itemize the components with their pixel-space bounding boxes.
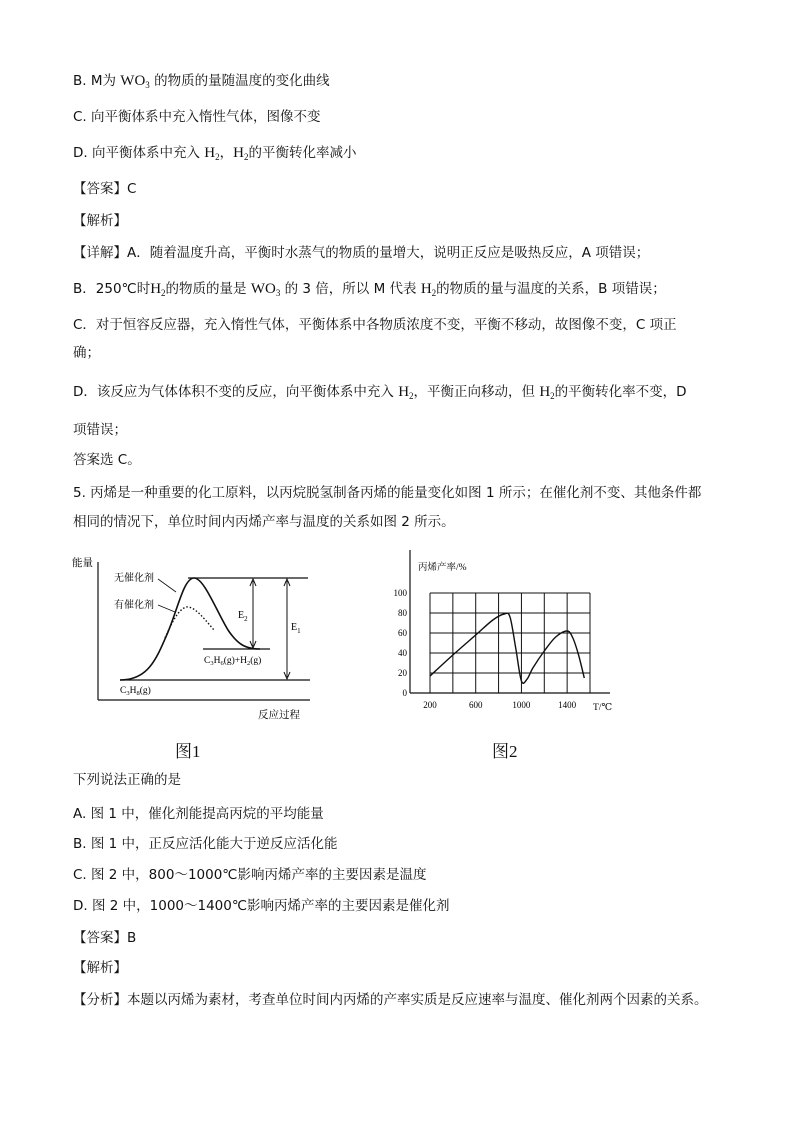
- fig1-label-product: $C_3H_6(g)+H_2(g)$: [204, 656, 262, 667]
- q4-detail-b: [73, 280, 666, 302]
- fig2-xlabel: T/℃: [593, 703, 613, 713]
- figure2-caption: 图2: [492, 742, 518, 761]
- text-fragment: 的物质的量是: [165, 281, 251, 297]
- text-fragment: ，平衡正向移动，但: [413, 384, 540, 400]
- figure2-yield-chart: [385, 545, 625, 720]
- fig1-label-catalyst: 有催化剂: [114, 600, 154, 611]
- fig2-x-tick-label: 1400: [558, 700, 577, 710]
- text-fragment: 2: [409, 391, 414, 401]
- q4-option-b: [73, 72, 330, 94]
- fig2-y-tick-label: 60: [398, 628, 407, 638]
- text-fragment: 的平衡转化率不变，D: [554, 384, 687, 400]
- text-fragment: 的物质的量与温度的关系，B 项错误；: [436, 281, 666, 297]
- fig1-label-e2: $E_2$: [238, 610, 248, 623]
- fig2-ylabel: 丙烯产率/%: [418, 563, 467, 573]
- fig1-label-e1: $E_1$: [291, 622, 301, 635]
- fig2-y-tick-label: 0: [402, 688, 407, 698]
- q5-stem1: 5. 丙烯是一种重要的化工原料，以丙烷脱氢制备丙烯的能量变化如图 1 所示；在催化剂不变、其他条件都: [73, 485, 702, 501]
- text-fragment: 2: [161, 288, 166, 298]
- text-fragment: 的 3 倍，所以 M 代表: [280, 281, 421, 297]
- text-fragment: 2: [550, 391, 555, 401]
- text-fragment: H: [539, 384, 551, 400]
- text-fragment: WO: [120, 73, 146, 89]
- q5-option-c: C. 图 2 中，800～1000℃影响丙烯产率的主要因素是温度: [73, 867, 427, 883]
- q5-answer: 【答案】B: [73, 930, 137, 946]
- text-fragment: 3: [145, 80, 150, 90]
- q5-ask: 下列说法正确的是: [73, 772, 181, 788]
- text-fragment: 的物质的量随温度的变化曲线: [149, 73, 330, 89]
- text-fragment: 3: [275, 288, 281, 298]
- text-fragment: H: [420, 281, 432, 297]
- figure1-caption: 图1: [175, 742, 201, 761]
- q5-option-d: D. 图 2 中，1000～1400℃影响丙烯产率的主要因素是催化剂: [73, 898, 450, 914]
- q4-detail-d2: 项错误；: [73, 422, 127, 438]
- q5-stem2: 相同的情况下，单位时间内丙烯产率与温度的关系如图 2 所示。: [73, 514, 455, 530]
- text-fragment: D．该反应为气体体积不变的反应，向平衡体系中充入: [73, 384, 399, 400]
- text-fragment: H: [150, 281, 162, 297]
- q4-detail-c1: C．对于恒容反应器，充入惰性气体，平衡体系中各物质浓度不变，平衡不移动，故图像不变，C 项正: [73, 317, 677, 333]
- fig2-x-tick-label: 600: [468, 700, 483, 710]
- fig1-ylabel: 能量: [72, 558, 93, 569]
- fig2-y-tick-label: 100: [393, 588, 407, 598]
- fig2-y-tick-label: 40: [398, 648, 407, 658]
- q5-note: 【分析】本题以丙烯为素材，考查单位时间内丙烯的产率实质是反应速率与温度、催化剂两个因素的关系。: [73, 992, 708, 1008]
- text-fragment: H: [398, 384, 410, 400]
- text-fragment: 2: [243, 152, 249, 162]
- fig1-label-reactant: $C_3H_8(g)$: [120, 686, 151, 697]
- text-fragment: H: [204, 145, 216, 161]
- figure1-energy-diagram: [70, 550, 330, 725]
- q4-answer: 【答案】C: [73, 181, 137, 197]
- fig2-y-tick-label: 20: [398, 668, 407, 678]
- q4-detail-a: 【详解】A．随着温度升高，平衡时水蒸气的物质的量增大，说明正反应是吸热反应，A 项错误；: [73, 245, 650, 261]
- text-fragment: D. 向平衡体系中充入: [73, 145, 205, 161]
- q4-final: 答案选 C。: [73, 452, 141, 468]
- q5-option-b: B. 图 1 中，正反应活化能大于逆反应活化能: [73, 836, 338, 852]
- text-fragment: WO: [250, 281, 276, 297]
- fig2-x-tick-label: 1000: [512, 700, 531, 710]
- q4-analysis: 【解析】: [73, 213, 127, 229]
- text-fragment: ，: [219, 145, 234, 161]
- fig2-x-tick-label: 200: [423, 700, 437, 710]
- q5-option-a: A. 图 1 中，催化剂能提高丙烷的平均能量: [73, 806, 324, 822]
- q4-option-c: C. 向平衡体系中充入惰性气体，图像不变: [73, 109, 321, 125]
- text-fragment: H: [233, 145, 244, 161]
- q5-analysis: 【解析】: [73, 960, 127, 976]
- text-fragment: B. M为: [73, 73, 121, 89]
- fig2-y-tick-label: 80: [398, 608, 407, 618]
- text-fragment: B．250℃时: [73, 281, 151, 297]
- text-fragment: 2: [215, 152, 220, 162]
- q4-detail-d1: [73, 383, 687, 405]
- fig1-label-no-catalyst: 无催化剂: [114, 573, 154, 584]
- fig1-xlabel: 反应过程: [258, 710, 300, 721]
- q4-option-d: [73, 144, 356, 166]
- text-fragment: 的平衡转化率减小: [248, 145, 357, 161]
- text-fragment: 2: [431, 288, 437, 298]
- q4-detail-c2: 确；: [73, 345, 100, 361]
